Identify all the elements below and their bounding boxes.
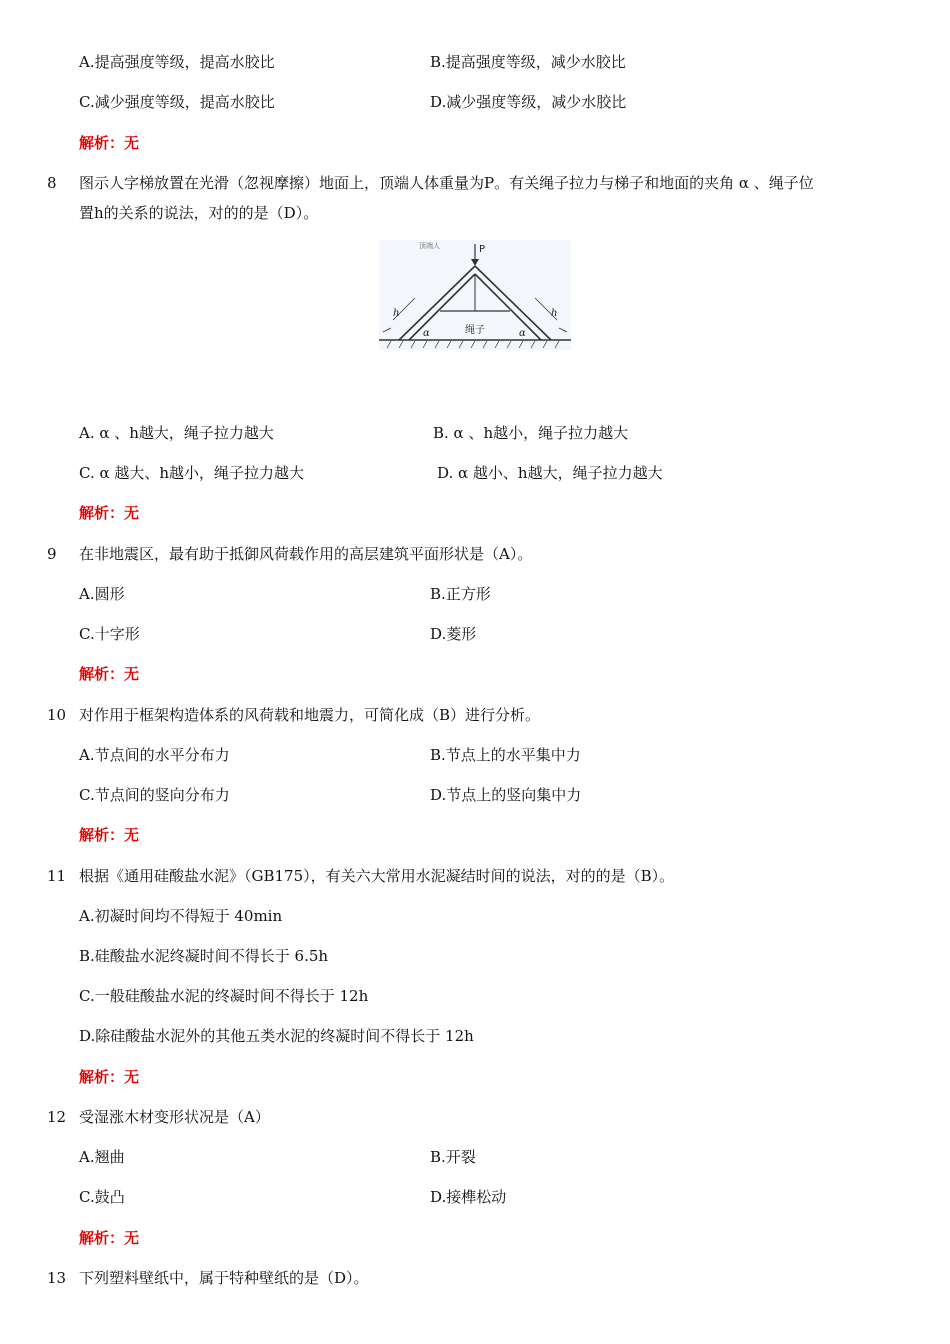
- label-p: P: [479, 244, 486, 255]
- q8-number: 8: [47, 174, 57, 192]
- label-h-left: h: [393, 308, 400, 319]
- q8-analysis: 解析：无: [79, 504, 140, 522]
- q12-option-a: A.翘曲: [79, 1148, 125, 1166]
- q9-option-c: C.十字形: [79, 625, 140, 643]
- q12-option-d: D.接榫松动: [430, 1188, 507, 1206]
- q12-number: 12: [47, 1108, 67, 1126]
- q10-number: 10: [47, 706, 67, 724]
- q7-analysis: 解析：无: [79, 134, 140, 152]
- q8-option-c: C. α 越大、h越小，绳子拉力越大: [79, 464, 305, 482]
- ground-hatch: [387, 341, 559, 348]
- q10-option-c: C.节点间的竖向分布力: [79, 786, 230, 804]
- q11-option-d: D.除硅酸盐水泥外的其他五类水泥的终凝时间不得长于 12h: [79, 1027, 474, 1045]
- q10-option-a: A.节点间的水平分布力: [79, 746, 230, 764]
- label-h-right: h: [551, 308, 558, 319]
- q10-option-b: B.节点上的水平集中力: [430, 746, 581, 764]
- q7-option-c: C.减少强度等级，提高水胶比: [79, 93, 275, 111]
- q13-stem: 下列塑料壁纸中，属于特种壁纸的是（D）。: [79, 1269, 369, 1287]
- q8-stem-line1: 图示人字梯放置在光滑（忽视摩擦）地面上，顶端人体重量为P。有关绳子拉力与梯子和地面的夹角 α 、绳子位: [79, 174, 814, 192]
- label-top: 顶端人: [419, 242, 440, 250]
- q8-stem-line2: 置h的关系的说法，对的的是（D）。: [79, 204, 319, 222]
- q13-number: 13: [47, 1269, 67, 1287]
- q11-analysis: 解析：无: [79, 1068, 140, 1086]
- ladder-figure: [379, 240, 571, 350]
- q11-option-b: B.硅酸盐水泥终凝时间不得长于 6.5h: [79, 947, 329, 965]
- q12-option-c: C.鼓凸: [79, 1188, 125, 1206]
- q8-option-d: D. α 越小、h越大，绳子拉力越大: [437, 464, 663, 482]
- q12-option-b: B.开裂: [430, 1148, 476, 1166]
- q11-option-a: A.初凝时间均不得短于 40min: [79, 907, 283, 925]
- q9-analysis: 解析：无: [79, 665, 140, 683]
- q11-number: 11: [47, 867, 67, 885]
- q7-option-d: D.减少强度等级，减少水胶比: [430, 93, 627, 111]
- load-arrow-head: [471, 259, 479, 266]
- q11-stem: 根据《通用硅酸盐水泥》（GB175），有关六大常用水泥凝结时间的说法，对的的是（B）。: [79, 867, 675, 885]
- q9-stem: 在非地震区，最有助于抵御风荷载作用的高层建筑平面形状是（A）。: [79, 545, 533, 563]
- q11-option-c: C.一般硅酸盐水泥的终凝时间不得长于 12h: [79, 987, 369, 1005]
- q9-option-d: D.菱形: [430, 625, 477, 643]
- q10-stem: 对作用于框架构造体系的风荷载和地震力，可简化成（B）进行分析。: [79, 706, 541, 724]
- q8-option-b: B. α 、h越小，绳子拉力越大: [433, 424, 629, 442]
- label-alpha-right: α: [519, 328, 526, 339]
- q8-option-a: A. α 、h越大，绳子拉力越大: [79, 424, 274, 442]
- q9-number: 9: [47, 545, 57, 563]
- q10-option-d: D.节点上的竖向集中力: [430, 786, 582, 804]
- q12-analysis: 解析：无: [79, 1229, 140, 1247]
- q9-option-a: A.圆形: [79, 585, 125, 603]
- label-rope: 绳子: [465, 325, 485, 336]
- q12-stem: 受湿涨木材变形状况是（A）: [79, 1108, 270, 1126]
- q10-analysis: 解析：无: [79, 826, 140, 844]
- q7-option-a: A.提高强度等级，提高水胶比: [79, 53, 275, 71]
- label-alpha-left: α: [423, 328, 430, 339]
- q9-option-b: B.正方形: [430, 585, 491, 603]
- q7-option-b: B.提高强度等级，减少水胶比: [430, 53, 626, 71]
- ladder-diagram: [379, 240, 571, 350]
